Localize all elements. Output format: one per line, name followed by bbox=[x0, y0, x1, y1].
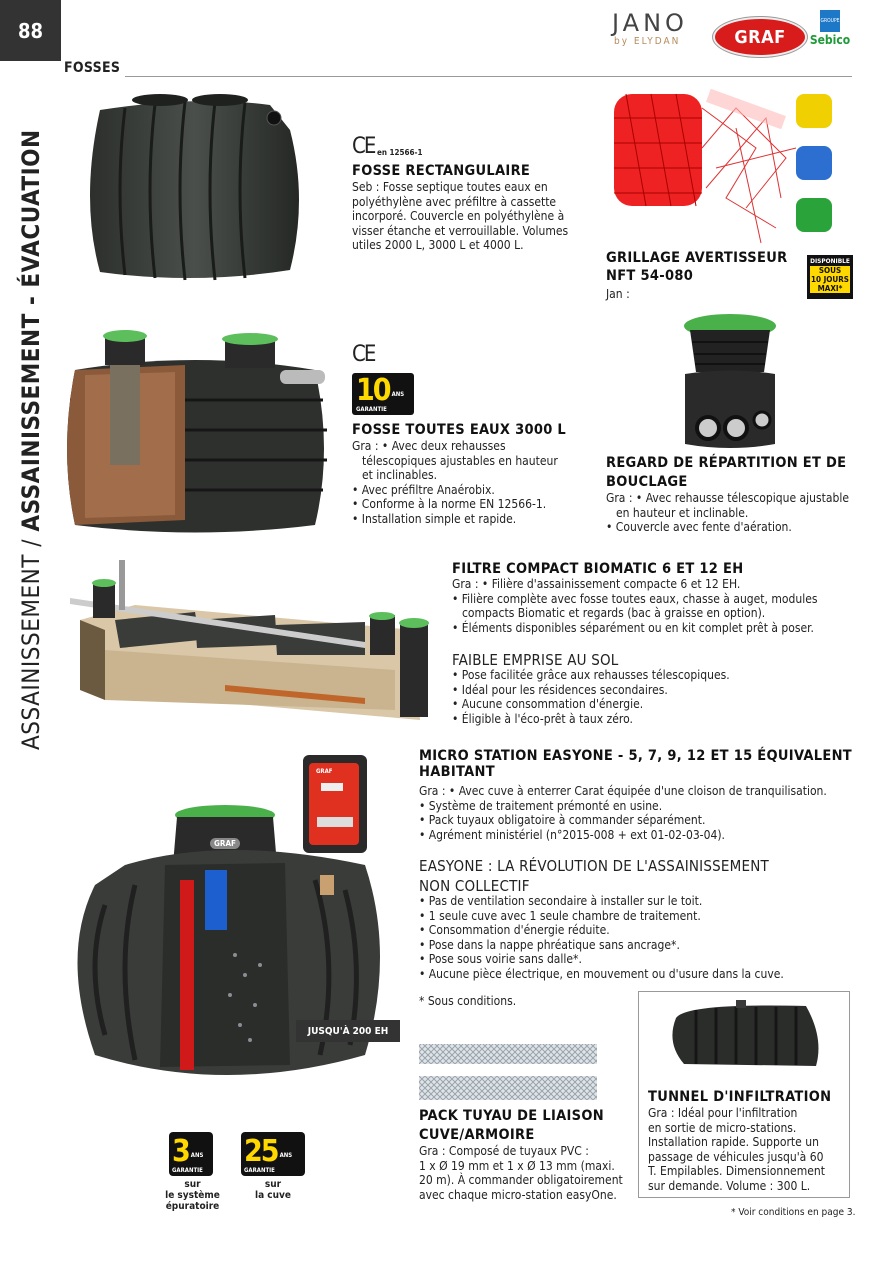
micro-text-2: • Pas de ventilation secondaire à installer sur le toit. • 1 seule cuve avec 1 seule chambre de traitement. • Consommation d'énergie réduite. • Pose dans la nappe phréatique sans ancrage*. • Pose sous voirie sans dalle*. • Aucune pièce électrique, en mouvement ou d'usure dans la cuve. bbox=[419, 894, 784, 981]
warranty-10-badge: 10 ANS GARANTIE bbox=[352, 373, 414, 415]
grillage-title-2: NFT 54-080 bbox=[606, 268, 694, 284]
capacity-badge: JUSQU'À 200 EH bbox=[296, 1020, 400, 1042]
filtre-text: Gra : • Filière d'assainissement compacte 6 et 12 EH. • Filière complète avec fosse toutes eaux, chasse à auget, modules compacts Biomatic et regards (bac à graisse en option). • Éléments disponibles séparément ou en kit complet prêt à poser. bbox=[452, 577, 818, 635]
sebico-logo: GROUPE Sebico bbox=[806, 10, 854, 56]
fosse-rect-text: Seb : Fosse septique toutes eaux en polyéthylène avec préfiltre à cassette incorporé. Couvercle en polyéthylène à visser étanche et verrouillable. Volumes utiles 2000 L, 3000 L et 4000 L. bbox=[352, 180, 569, 253]
warranty-3-badge: 3 ANS GARANTIE bbox=[169, 1132, 213, 1176]
micro-note: * Sous conditions. bbox=[419, 994, 517, 1008]
graf-logo: GRAF bbox=[713, 17, 807, 57]
section-rule bbox=[125, 76, 852, 77]
chapter-title-part2: ASSAINISSEMENT - ÉVACUATION bbox=[17, 129, 45, 532]
pack-title-1: PACK TUYAU DE LIAISON bbox=[419, 1108, 604, 1124]
jano-logo: JANO by ELYDAN bbox=[612, 9, 688, 47]
grillage-image bbox=[606, 88, 846, 248]
micro-title-2: HABITANT bbox=[419, 764, 495, 780]
warranty-25-badge: 25 ANS GARANTIE bbox=[241, 1132, 305, 1176]
ce-mark: CE bbox=[352, 134, 375, 159]
grillage-title-1: GRILLAGE AVERTISSEUR bbox=[606, 250, 788, 266]
filtre-subtitle: FAIBLE EMPRISE AU SOL bbox=[452, 651, 619, 669]
micro-station-image bbox=[65, 755, 405, 1125]
filtre-title: FILTRE COMPACT BIOMATIC 6 ET 12 EH bbox=[452, 561, 744, 577]
tunnel-text: Gra : Idéal pour l'infiltration en sortie de micro-stations. Installation rapide. Supporte un passage de véhicules jusqu'à 60 T. Empilables. Dimensionnement sur demande. Volume : 300 L. bbox=[648, 1106, 825, 1193]
pack-tuyau-image bbox=[419, 1040, 597, 1102]
warranty-25-caption: sur la cuve bbox=[255, 1179, 291, 1201]
regard-image bbox=[680, 312, 780, 452]
vertical-chapter-title bbox=[0, 60, 61, 750]
pack-title-2: CUVE/ARMOIRE bbox=[419, 1127, 535, 1143]
fosse-toutes-text: Gra : • Avec deux rehausses télescopiques ajustables en hauteur et inclinables. • Avec préfiltre Anaérobix. • Conforme à la norme EN 12566-1. • Installation simple et rapide. bbox=[352, 439, 558, 526]
pack-text: Gra : Composé de tuyaux PVC : 1 x Ø 19 mm et 1 x Ø 13 mm (maxi. 20 m). À commander obligatoirement avec chaque micro-station easyOne. bbox=[419, 1144, 623, 1202]
filtre-text-2: • Pose facilitée grâce aux rehausses télescopiques. • Idéal pour les résidences secondaires. • Aucune consommation d'énergie. • Éligible à l'éco-prêt à taux zéro. bbox=[452, 668, 730, 726]
warranty-3-caption: sur le système épuratoire bbox=[165, 1179, 220, 1212]
ce-mark-2: CE bbox=[352, 342, 375, 367]
cabinet-brand: GRAF bbox=[316, 768, 333, 775]
filtre-compact-image bbox=[65, 560, 440, 720]
fosse-rect-title: FOSSE RECTANGULAIRE bbox=[352, 163, 531, 179]
tunnel-image bbox=[666, 998, 824, 1070]
section-title: FOSSES bbox=[64, 60, 121, 76]
micro-subtitle-2: NON COLLECTIF bbox=[419, 877, 530, 895]
regard-title-2: BOUCLAGE bbox=[606, 474, 688, 490]
fosse-toutes-eaux-image bbox=[65, 330, 330, 540]
micro-title-1: MICRO STATION EASYONE - 5, 7, 9, 12 ET 15 ÉQUIVALENT bbox=[419, 748, 852, 764]
regard-text: Gra : • Avec rehausse télescopique ajustable en hauteur et inclinable. • Couvercle avec fente d'aération. bbox=[606, 491, 849, 535]
grillage-text: Jan : bbox=[606, 287, 630, 301]
tank-brand: GRAF bbox=[210, 838, 240, 849]
micro-subtitle-1: EASYONE : LA RÉVOLUTION DE L'ASSAINISSEMENT bbox=[419, 857, 769, 875]
ce-norm: en 12566-1 bbox=[377, 148, 423, 157]
fosse-toutes-title: FOSSE TOUTES EAUX 3000 L bbox=[352, 422, 567, 438]
disponible-badge: DISPONIBLE SOUS 10 JOURS MAXI* bbox=[807, 255, 853, 299]
fosse-rectangulaire-image bbox=[80, 90, 310, 285]
tunnel-title: TUNNEL D'INFILTRATION bbox=[648, 1089, 832, 1105]
footer-note: * Voir conditions en page 3. bbox=[731, 1207, 856, 1218]
chapter-title-part1: ASSAINISSEMENT / bbox=[17, 531, 45, 750]
regard-title-1: REGARD DE RÉPARTITION ET DE bbox=[606, 455, 847, 471]
page-number: 88 bbox=[0, 0, 61, 61]
micro-text: Gra : • Avec cuve à enterrer Carat équipée d'une cloison de tranquilisation. • Système de traitement prémonté en usine. • Pack tuyaux obligatoire à commander séparément. • Agrément ministériel (n°2015-008 + ext 01-02-03-04). bbox=[419, 784, 827, 842]
